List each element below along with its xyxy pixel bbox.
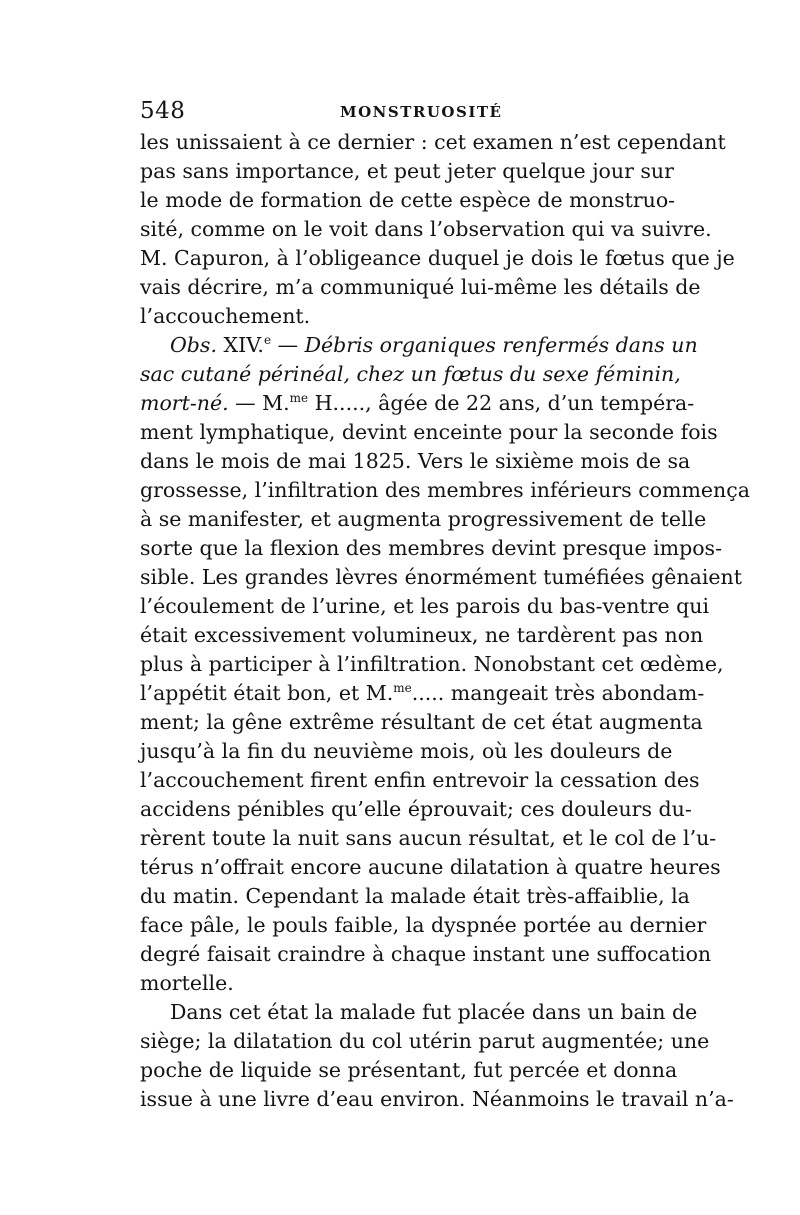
text-line: sité, comme on le voit dans l’observation qui va suivre.: [140, 217, 712, 241]
obs-abbrev: Obs.: [170, 333, 217, 357]
text-line: rèrent toute la nuit sans aucun résultat, et le col de l’u-: [140, 826, 717, 850]
text-line: térus n’offrait encore aucune dilatation à quatre heures: [140, 855, 721, 879]
text-line: le mode de formation de cette espèce de monstruo-: [140, 188, 676, 212]
text-line: poche de liquide se présentant, fut percée et donna: [140, 1058, 678, 1082]
obs-title-end: mort-né.: [140, 391, 229, 415]
text-line: dans le mois de mai 1825. Vers le sixième mois de sa: [140, 449, 691, 473]
text-line: à se manifester, et augmenta progressivement de telle: [140, 507, 707, 531]
running-head: MONSTRUOSITÉ: [340, 103, 503, 121]
madame-superscript: me: [289, 391, 309, 405]
text-line: mortelle.: [140, 971, 234, 995]
obs-title: Débris organiques renfermés dans un: [304, 333, 698, 357]
text-segment: l’appétit était bon, et M.: [140, 681, 394, 705]
paragraph-start: Dans cet état la malade fut placée dans un bain de: [170, 1000, 698, 1024]
observation-heading: [140, 331, 698, 360]
text-segment: ..... mangeait très abondam-: [411, 681, 705, 705]
text-line: sible. Les grandes lèvres énormément tuméfiées gênaient: [140, 565, 742, 589]
text-line: l’accouchement.: [140, 304, 311, 328]
page-header: [140, 98, 658, 128]
text-line: jusqu’à la fin du neuvième mois, où les douleurs de: [140, 739, 673, 763]
text-line: siège; la dilatation du col utérin parut augmentée; une: [140, 1029, 710, 1053]
text-line: face pâle, le pouls faible, la dyspnée portée au dernier: [140, 913, 707, 937]
text-line: sorte que la flexion des membres devint presque impos-: [140, 536, 722, 560]
page-number: 548: [140, 98, 186, 124]
text-line: accidens pénibles qu’elle éprouvait; ces douleurs du-: [140, 797, 692, 821]
text-line: du matin. Cependant la malade était très-affaiblie, la: [140, 884, 690, 908]
text-line: [140, 679, 705, 708]
text-line: l’écoulement de l’urine, et les parois du bas-ventre qui: [140, 594, 710, 618]
madame-superscript: me: [393, 681, 412, 695]
text-line: était excessivement volumineux, ne tardèrent pas non: [140, 623, 704, 647]
text-line: degré faisait craindre à chaque instant une suffocation: [140, 942, 712, 966]
dash-madame: — M.: [228, 391, 290, 415]
text-line: ment lymphatique, devint enceinte pour la seconde fois: [140, 420, 718, 444]
obs-number-superscript: e: [263, 333, 272, 347]
obs-dash: —: [271, 333, 305, 357]
text-line: ment; la gêne extrême résultant de cet état augmenta: [140, 710, 703, 734]
text-line: grossesse, l’infiltration des membres inférieurs commença: [140, 478, 750, 502]
obs-title-continued: sac cutané périnéal, chez un fœtus du sexe féminin,: [140, 362, 681, 386]
text-line: vais décrire, m’a communiqué lui-même les détails de: [140, 275, 701, 299]
text-line: issue à une livre d’eau environ. Néanmoins le travail n’a-: [140, 1087, 734, 1111]
obs-number: XIV.: [223, 333, 264, 357]
text-line: les unissaient à ce dernier : cet examen n’est cependant: [140, 130, 726, 154]
text-line: [140, 389, 695, 418]
text-line: plus à participer à l’infiltration. Nonobstant cet œdème,: [140, 652, 724, 676]
text-line: M. Capuron, à l’obligeance duquel je dois le fœtus que je: [140, 246, 735, 270]
text-line: pas sans importance, et peut jeter quelque jour sur: [140, 159, 674, 183]
text-segment: H....., âgée de 22 ans, d’un tempéra-: [308, 391, 695, 415]
body-text: [140, 128, 750, 1114]
text-line: l’accouchement firent enfin entrevoir la cessation des: [140, 768, 700, 792]
